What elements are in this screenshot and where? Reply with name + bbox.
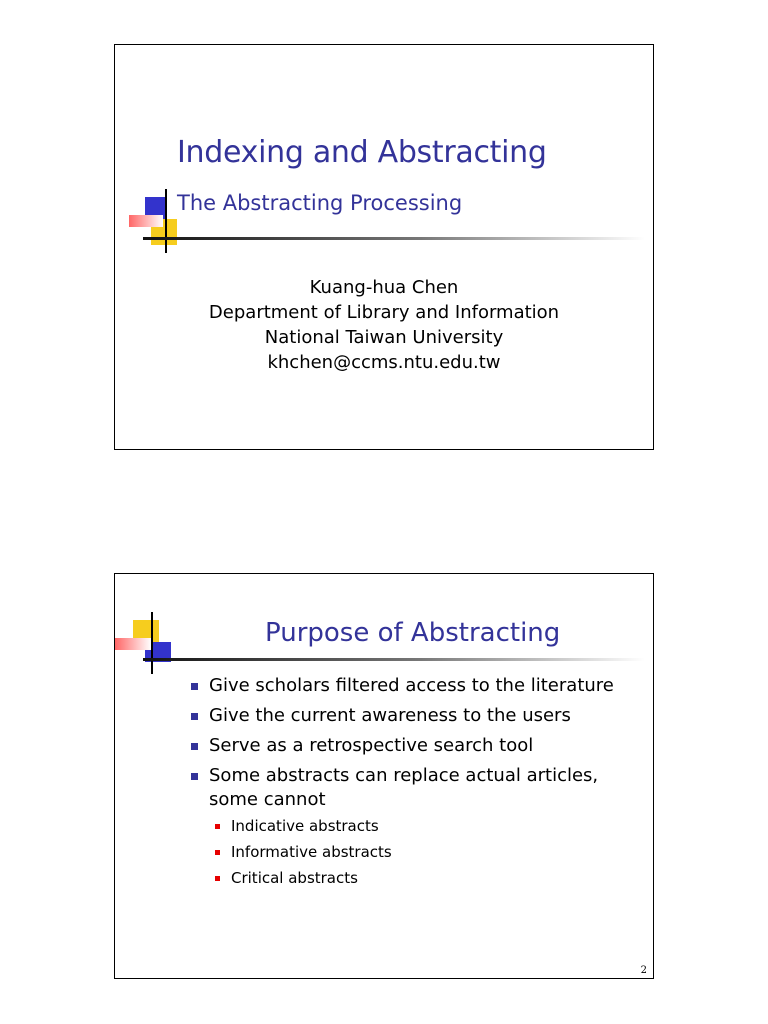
bullet-list	[189, 674, 629, 894]
slide-title: Purpose of Abstracting	[265, 618, 561, 648]
page-number: 2	[640, 965, 647, 976]
author-university: National Taiwan University	[264, 327, 504, 348]
sub-bullet-text: Critical abstracts	[231, 869, 358, 887]
sub-list-item	[209, 868, 629, 888]
sub-list-item	[209, 816, 629, 836]
sub-bullet-text: Informative abstracts	[231, 843, 392, 861]
list-item	[189, 704, 629, 728]
sub-bullet-list	[209, 816, 629, 888]
slide-subtitle: The Abstracting Processing	[177, 191, 463, 215]
title-underline	[143, 237, 645, 240]
sub-bullet-square-icon	[215, 850, 220, 855]
slide-decoration-icon	[115, 612, 175, 676]
bullet-square-icon	[191, 743, 198, 750]
slide-1	[114, 44, 654, 450]
author-email: khchen@ccms.ntu.edu.tw	[267, 352, 501, 373]
bullet-text: Give scholars filtered access to the literature	[209, 675, 614, 696]
sub-bullet-text: Indicative abstracts	[231, 817, 379, 835]
list-item	[189, 734, 629, 758]
title-underline	[143, 658, 645, 661]
author-name: Kuang-hua Chen	[309, 277, 459, 298]
sub-list-item	[209, 842, 629, 862]
sub-bullet-square-icon	[215, 824, 220, 829]
list-item	[189, 674, 629, 698]
bullet-square-icon	[191, 683, 198, 690]
author-department: Department of Library and Information	[208, 302, 560, 323]
bullet-text: Some abstracts can replace actual articles, some cannot	[209, 765, 599, 810]
list-item	[189, 764, 629, 888]
sub-bullet-square-icon	[215, 876, 220, 881]
bullet-text: Serve as a retrospective search tool	[209, 735, 534, 756]
slide-2	[114, 573, 654, 979]
bullet-text: Give the current awareness to the users	[209, 705, 571, 726]
bullet-square-icon	[191, 773, 198, 780]
author-block	[115, 275, 653, 375]
bullet-square-icon	[191, 713, 198, 720]
slide-title: Indexing and Abstracting	[177, 135, 547, 170]
